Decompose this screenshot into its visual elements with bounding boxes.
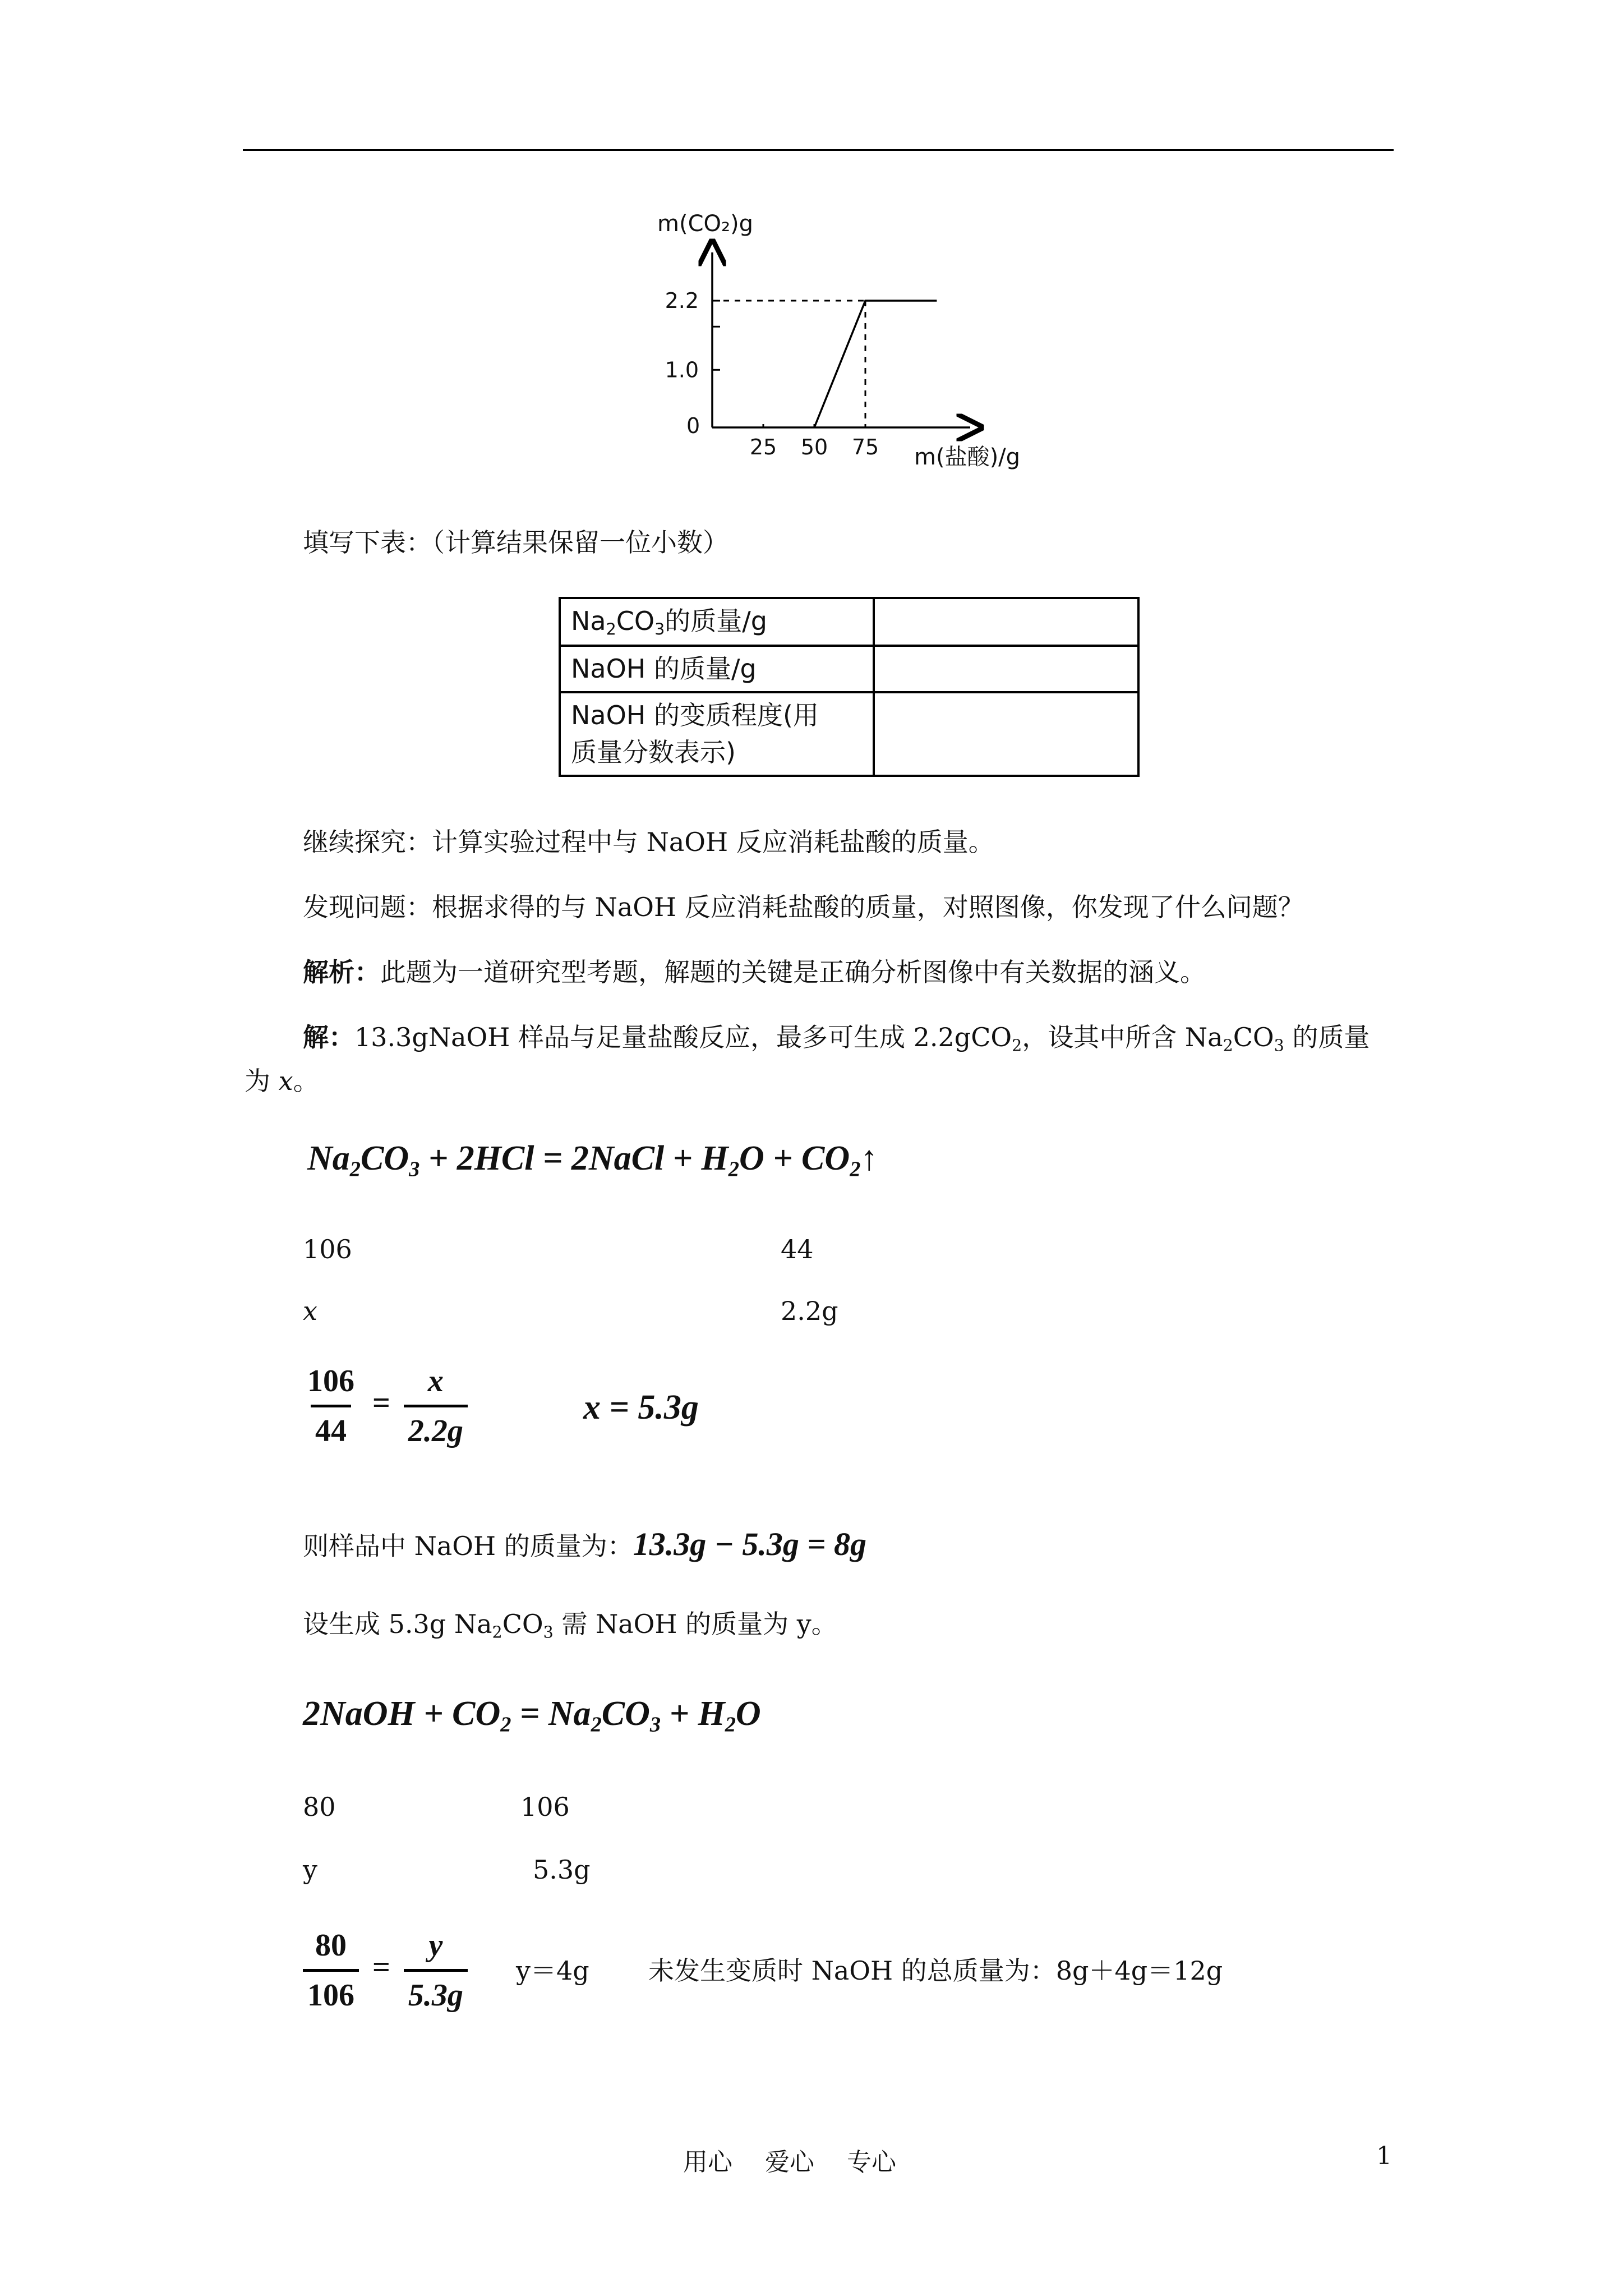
co2-chart (656, 202, 1060, 488)
eq1-unknown-right: 2.2g (781, 1296, 838, 1326)
analysis: 解析：此题为一道研究型考题，解题的关键是正确分析图像中有关数据的涵义。 (303, 957, 1206, 987)
answer-cell[interactable] (874, 646, 1138, 692)
x-tick-label: 75 (851, 435, 879, 459)
ratio-2-result: y＝4g (516, 1955, 589, 1986)
instruction: 填写下表：（计算结果保留一位小数） (303, 527, 728, 558)
eq1-mass-left: 106 (303, 1234, 352, 1264)
header-rule (243, 149, 1394, 151)
answer-table (559, 597, 1140, 777)
row-label-na2co3: $Na_2CO_3$的质量/g (560, 598, 874, 646)
ratio-1-result: x = 5.3g (583, 1388, 699, 1427)
plot-layer (665, 288, 937, 459)
page-number: 1 (1376, 2142, 1392, 2170)
series-line (814, 301, 937, 427)
naoh-mass-line: 则样品中 NaOH 的质量为：13.3g − 5.3g = 8g (303, 1526, 866, 1562)
solution-line-2: 为 x。 (245, 1066, 319, 1096)
eq2-mass-right: 106 (520, 1792, 570, 1822)
ratio-2-note: 未发生变质时 NaOH 的总质量为：8g＋4g＝12g (648, 1955, 1223, 1986)
ratio-2: $\frac{80}{106}$ = $\frac{y}{5.3g}$ (303, 1927, 468, 2013)
table-row (560, 646, 1138, 692)
answer-cell[interactable] (874, 692, 1138, 776)
origin-label: 0 (686, 413, 700, 438)
ratio-1: $\frac{106}{44}$ = $\frac{x}{2.2g}$ (303, 1363, 468, 1449)
row-label-degree: NaOH 的变质程度(用 质量分数表示) (560, 692, 874, 776)
eq1-unknown-left: x (303, 1296, 317, 1326)
y-axis-label: m(CO₂)g (657, 211, 754, 237)
row-label-naoh: NaOH 的质量/g (560, 646, 874, 692)
footer-slogan: 用心 爱心 专心 (683, 2148, 896, 2177)
y-tick-label: 2.2 (665, 288, 699, 314)
table-row (560, 598, 1138, 646)
equation-2: 2NaOH + $CO_2 = Na_2CO_3 + H_2O$ (303, 1695, 761, 1737)
para-question: 发现问题：根据求得的与 NaOH 反应消耗盐酸的质量，对照图像，你发现了什么问题？ (303, 892, 1304, 922)
table-row (560, 692, 1138, 776)
eq2-unknown-left: y (303, 1855, 317, 1885)
y-tick-label: 1.0 (665, 357, 699, 383)
para-continue: 继续探究：计算实验过程中与 NaOH 反应消耗盐酸的质量。 (303, 827, 994, 857)
x-tick-label: 25 (749, 435, 777, 459)
x-axis-label: m(盐酸)/g (914, 444, 1021, 470)
x-tick-label: 50 (800, 435, 828, 459)
eq2-unknown-right: 5.3g (533, 1855, 591, 1885)
set-y-line: 设生成 5.3g $Na_2CO_3$ 需 NaOH 的质量为 y。 (303, 1609, 837, 1642)
equation-1: $Na_2CO_3 + 2HCl$ = 2NaCl + $H_2O$ + $CO_2↑$ (307, 1139, 878, 1181)
solution-line-1: 解：13.3gNaOH 样品与足量盐酸反应，最多可生成 2.2gCO$_2$，设其中所含 $Na_2CO_3$ 的质量 (303, 1022, 1370, 1055)
eq1-mass-right: 44 (781, 1234, 814, 1264)
answer-cell[interactable] (874, 598, 1138, 646)
eq2-mass-left: 80 (303, 1792, 336, 1822)
